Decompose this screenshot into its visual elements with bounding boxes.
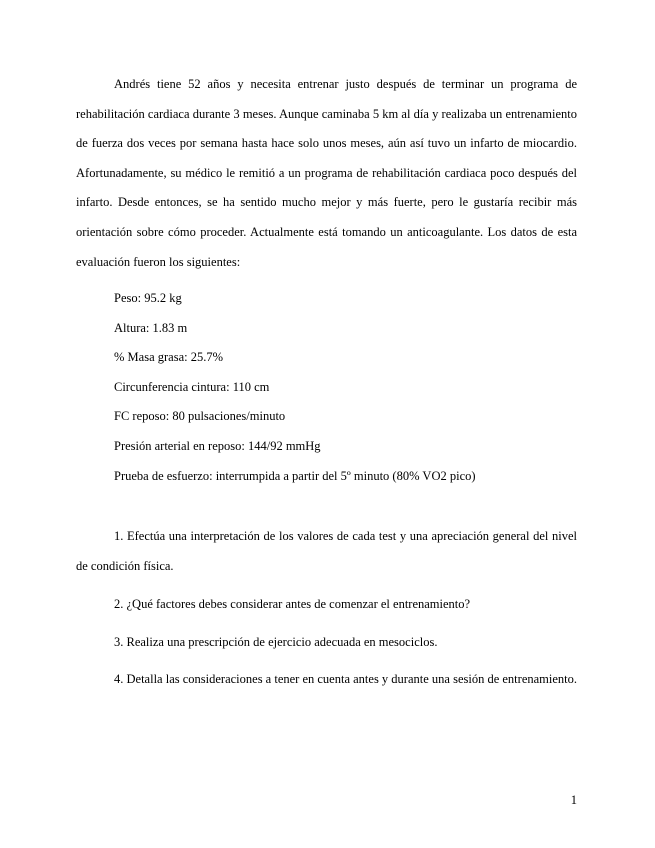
question-4: 4. Detalla las consideraciones a tener en cuenta antes y durante una sesión de entrenamiento. — [114, 672, 578, 686]
data-item-height: Altura: 1.83 m — [114, 320, 188, 335]
evaluation-data-list — [114, 284, 476, 491]
data-item-blood-pressure: Presión arterial en reposo: 144/92 mmHg — [114, 438, 321, 453]
case-description: Andrés tiene 52 años y necesita entrenar justo después de terminar un programa de rehabilitación cardiaca durante 3 meses. Aunque caminaba 5 km al día y realizaba un entrenamiento de fuerza dos veces por semana hasta hace solo unos meses, aún así tuvo un infarto de miocardio. Afortunadamente, su médico le remitió a un programa de rehabilitación cardiaca poco después del infarto. Desde entonces, se ha sentido mucho mejor y más fuerte, pero le gustaría recibir más orientación sobre cómo proceder. Actualmente está tomando un anticoagulante. Los datos de esta evaluación fueron los siguientes: — [76, 77, 577, 269]
question-2: 2. ¿Qué factores debes considerar antes de comenzar el entrenamiento? — [114, 597, 471, 611]
question-3: 3. Realiza una prescripción de ejercicio adecuada en mesociclos. — [114, 635, 438, 649]
question-1: 1. Efectúa una interpretación de los valores de cada test y una apreciación general del nivel de condición física. — [76, 529, 577, 573]
data-item-weight: Peso: 95.2 kg — [114, 291, 182, 305]
data-item-resting-hr: FC reposo: 80 pulsaciones/minuto — [114, 409, 286, 424]
data-item-stress-test: Prueba de esfuerzo: interrumpida a partir del 5º minuto (80% VO2 pico) — [114, 468, 476, 483]
page-number: 1 — [570, 793, 577, 807]
data-item-waist: Circunferencia cintura: 110 cm — [114, 379, 270, 394]
data-item-body-fat: % Masa grasa: 25.7% — [114, 350, 223, 365]
